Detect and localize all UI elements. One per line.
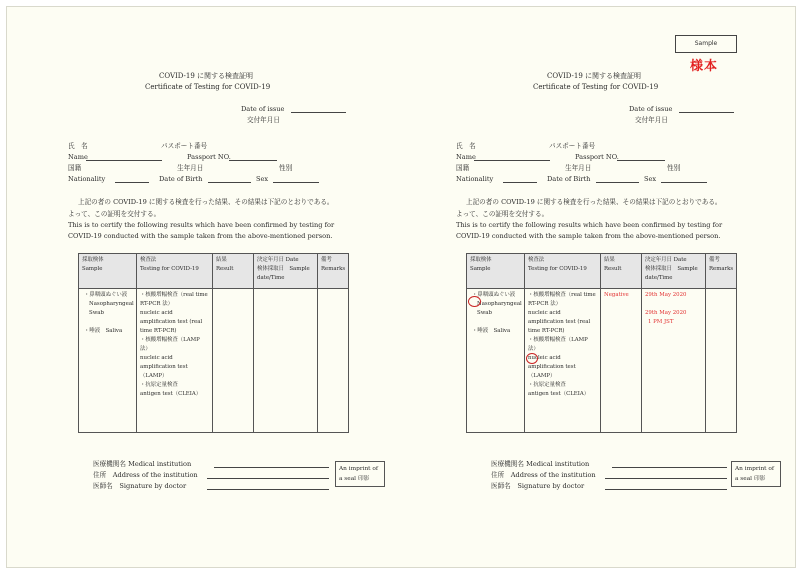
sex-ja-label: 性別 xyxy=(667,164,681,172)
header-method: 検査法 Testing for COVID-19 xyxy=(525,254,601,289)
header-method: 検査法 Testing for COVID-19 xyxy=(137,254,213,289)
header-result: 結果 Result xyxy=(601,254,642,289)
nationality-field-line xyxy=(115,182,149,183)
institution-label: 医療機関名 Medical institution xyxy=(491,460,590,468)
sex-en-label: Sex xyxy=(256,175,269,183)
seal-box: An imprint of a seal 印影 xyxy=(335,461,385,487)
doctor-label: 医師名 Signature by doctor xyxy=(491,482,585,490)
remarks-cell xyxy=(318,289,349,433)
name-ja-label: 氏 名 xyxy=(68,142,88,150)
date-of-issue-label: Date of issue xyxy=(629,105,673,113)
name-field-line xyxy=(474,160,550,161)
selection-circle-lamp xyxy=(526,353,538,364)
seal-box: An imprint of a seal 印影 xyxy=(731,461,781,487)
passport-field-line xyxy=(229,160,277,161)
institution-line xyxy=(612,467,727,468)
date-cell xyxy=(254,289,318,433)
date-of-issue-line xyxy=(679,112,734,113)
statement-en-2: COVID-19 conducted with the sample taken from the above-mentioned person. xyxy=(68,232,333,240)
sex-ja-label: 性別 xyxy=(279,164,293,172)
title-en: Certificate of Testing for COVID-19 xyxy=(533,83,659,91)
address-label: 住所 Address of the institution xyxy=(491,471,596,479)
passport-ja-label: パスポート番号 xyxy=(161,142,208,150)
table-row xyxy=(467,289,737,433)
sex-field-line xyxy=(273,182,319,183)
institution-line xyxy=(214,467,329,468)
sex-field-line xyxy=(661,182,707,183)
sex-en-label: Sex xyxy=(644,175,657,183)
table-header-row xyxy=(467,254,737,289)
header-date: 決定年月日 Date 検体採取日 Sample date/Time xyxy=(254,254,318,289)
nationality-ja-label: 国籍 xyxy=(456,164,470,172)
statement-en-1: This is to certify the following results which have been confirmed by testing for xyxy=(456,221,723,229)
header-sample: 採取検体 Sample xyxy=(79,254,137,289)
results-table xyxy=(466,253,737,433)
dob-ja-label: 生年月日 xyxy=(177,164,204,172)
header-sample: 採取検体 Sample xyxy=(467,254,525,289)
sample-time: 1 PM JST xyxy=(648,319,674,325)
method-cell: ・核酸増幅検査（real time RT-PCR 法） nucleic acid amplification test (real time RT-PCR) ・核酸増幅検査（LAMP 法） nucleic acid amplification test （LAMP） ・抗原定量検査 antigen test（CLEIA） xyxy=(137,289,213,433)
dob-en-label: Date of Birth xyxy=(159,175,203,183)
header-remarks: 備考 Remarks xyxy=(318,254,349,289)
sample-stamp: 様本 xyxy=(690,59,719,74)
method-cell: ・核酸増幅検査（real time RT-PCR 法） nucleic acid amplification test (real time RT-PCR) ・核酸増幅検査（LAMP 法） nucleic acid amplification test （LAMP） ・抗原定量検査 antigen test（CLEIA） xyxy=(525,289,601,433)
document-spread xyxy=(6,6,796,568)
results-table xyxy=(78,253,349,433)
nationality-ja-label: 国籍 xyxy=(68,164,82,172)
statement-ja-2: よって、この証明を交付する。 xyxy=(68,210,161,218)
passport-ja-label: パスポート番号 xyxy=(549,142,596,150)
dob-ja-label: 生年月日 xyxy=(565,164,592,172)
institution-label: 医療機関名 Medical institution xyxy=(93,460,192,468)
sample-badge: Sample xyxy=(675,35,737,53)
header-result: 結果 Result xyxy=(213,254,254,289)
address-line xyxy=(605,478,727,479)
title-en: Certificate of Testing for COVID-19 xyxy=(145,83,271,91)
doctor-label: 医師名 Signature by doctor xyxy=(93,482,187,490)
result-cell xyxy=(601,289,642,433)
sample-date: 29th May 2020 xyxy=(645,310,687,316)
nationality-en-label: Nationality xyxy=(456,175,494,183)
blank-certificate-page xyxy=(7,7,395,567)
dob-field-line xyxy=(596,182,639,183)
passport-en-label: Passport NO. xyxy=(187,153,231,161)
passport-en-label: Passport NO. xyxy=(575,153,619,161)
passport-field-line xyxy=(617,160,665,161)
statement-en-1: This is to certify the following results which have been confirmed by testing for xyxy=(68,221,335,229)
name-en-label: Name xyxy=(456,153,476,161)
dob-field-line xyxy=(208,182,251,183)
selection-circle-nasopharyngeal xyxy=(468,296,481,307)
result-value: Negative xyxy=(604,292,629,298)
date-of-issue-ja: 交付年月日 xyxy=(247,116,280,124)
doctor-line xyxy=(207,489,329,490)
address-line xyxy=(207,478,329,479)
date-of-issue-label: Date of issue xyxy=(241,105,285,113)
header-remarks: 備考 Remarks xyxy=(706,254,737,289)
table-header-row xyxy=(79,254,349,289)
nationality-field-line xyxy=(503,182,537,183)
remarks-cell xyxy=(706,289,737,433)
result-cell xyxy=(213,289,254,433)
dob-en-label: Date of Birth xyxy=(547,175,591,183)
date-of-issue-ja: 交付年月日 xyxy=(635,116,668,124)
title-ja: COVID-19 に関する検査証明 xyxy=(547,72,642,80)
date-of-issue-line xyxy=(291,112,346,113)
statement-ja-1: 上記の者の COVID-19 に関する検査を行った結果、その結果は下記のとおりである。 xyxy=(78,198,334,206)
address-label: 住所 Address of the institution xyxy=(93,471,198,479)
name-en-label: Name xyxy=(68,153,88,161)
title-ja: COVID-19 に関する検査証明 xyxy=(159,72,254,80)
nationality-en-label: Nationality xyxy=(68,175,106,183)
name-field-line xyxy=(86,160,162,161)
name-ja-label: 氏 名 xyxy=(456,142,476,150)
sample-cell: ・鼻咽頭ぬぐい液 Nasopharyngeal Swab ・唾液 Saliva xyxy=(79,289,137,433)
sample-cell: ・鼻咽頭ぬぐい液 Nasopharyngeal Swab ・唾液 Saliva xyxy=(467,289,525,433)
decision-date: 29th May 2020 xyxy=(645,292,687,298)
statement-ja-1: 上記の者の COVID-19 に関する検査を行った結果、その結果は下記のとおりである。 xyxy=(466,198,722,206)
header-date: 決定年月日 Date 検体採取日 Sample date/Time xyxy=(642,254,706,289)
statement-ja-2: よって、この証明を交付する。 xyxy=(456,210,549,218)
sample-certificate-page xyxy=(395,7,783,567)
statement-en-2: COVID-19 conducted with the sample taken from the above-mentioned person. xyxy=(456,232,721,240)
doctor-line xyxy=(605,489,727,490)
date-cell xyxy=(642,289,706,433)
table-row xyxy=(79,289,349,433)
